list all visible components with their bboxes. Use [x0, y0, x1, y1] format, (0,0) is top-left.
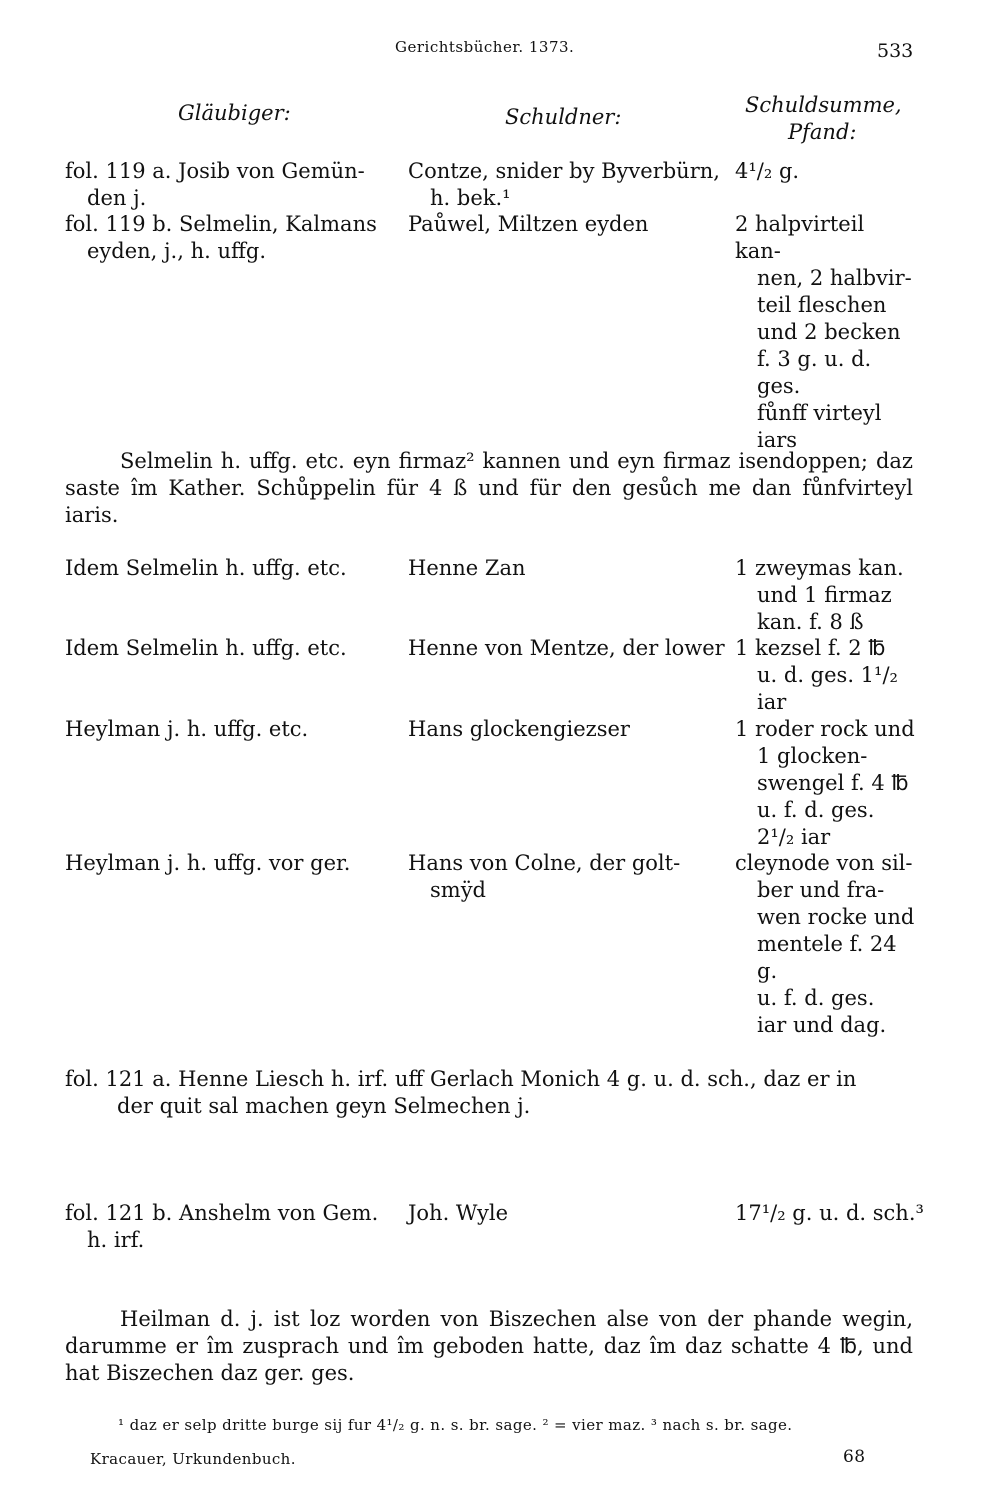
entry-5-amount-line5: 2¹/₂ iar — [757, 825, 831, 849]
entry-3-creditor-line1: Idem Selmelin h. uffg. etc. — [65, 556, 347, 580]
entry-2-creditor-line2: eyden, j., h. uffg. — [87, 239, 267, 263]
entry-7-amount-line1: 17¹/₂ g. u. d. sch.³ — [735, 1201, 924, 1225]
footer-source: Kracauer, Urkundenbuch. — [90, 1450, 296, 1468]
paragraph-heilman: Heilman d. j. ist loz worden von Biszechen alse von der phande wegin, darumme er îm zusprach und îm geboden hatte, daz îm daz schatte 4 ℔, und hat Biszechen daz ger. ges. — [65, 1307, 913, 1385]
entry-1-debtor — [408, 158, 728, 212]
entry-5-amount-line3: swengel f. 4 ℔ — [757, 771, 909, 795]
entry-5-amount-line1: 1 roder rock und — [735, 717, 915, 741]
entry-4-debtor-line1: Henne von Mentze, der lower — [408, 636, 725, 660]
entry-6-amount-line6: iar und dag. — [757, 1013, 887, 1037]
entry-5-amount — [735, 716, 915, 851]
footer-signature: 68 — [843, 1447, 866, 1467]
entry-5-debtor-line1: Hans glockengiezser — [408, 717, 630, 741]
entry-4-amount-line2: u. d. ges. 1¹/₂ — [757, 663, 898, 687]
paragraph-fol-121a-line1: fol. 121 a. Henne Liesch h. irf. uff Gerlach Monich 4 g. u. d. sch., daz er in — [65, 1067, 857, 1091]
column-heading-schuldner: Schuldner: — [505, 105, 622, 129]
entry-6-amount — [735, 850, 915, 1039]
entry-7-debtor — [408, 1200, 728, 1227]
entry-6-amount-line3: wen rocke und — [757, 905, 915, 929]
entry-3-creditor — [65, 555, 395, 582]
entry-3-amount-line2: und 1 firmaz — [757, 583, 892, 607]
entry-4-debtor — [408, 635, 728, 662]
entry-6-debtor-line1: Hans von Colne, der golt- — [408, 851, 681, 875]
entry-2-amount-line6: fůnff virteyl — [757, 401, 882, 425]
entry-3-debtor — [408, 555, 728, 582]
entry-4-amount-line1: 1 kezsel f. 2 ℔ — [735, 636, 886, 660]
entry-2-amount-line2: nen, 2 halbvir- — [757, 266, 912, 290]
entry-2-amount — [735, 211, 915, 454]
entry-7-creditor-line2: h. irf. — [87, 1228, 145, 1252]
entry-5-amount-line2: 1 glocken- — [757, 744, 868, 768]
entry-3-amount-line3: kan. f. 8 ß — [757, 610, 864, 634]
entry-7-creditor — [65, 1200, 395, 1254]
column-heading-pfand: Pfand: — [788, 120, 857, 144]
paragraph-fol-121a-line2: der quit sal machen geyn Selmechen j. — [117, 1094, 531, 1118]
entry-6-amount-line1: cleynode von sil- — [735, 851, 913, 875]
entry-6-creditor — [65, 850, 395, 877]
entry-1-creditor-line1: fol. 119 a. Josib von Gemün- — [65, 159, 365, 183]
entry-6-debtor — [408, 850, 728, 904]
entry-4-creditor — [65, 635, 395, 662]
paragraph-fol-121a — [65, 1066, 913, 1120]
column-heading-schuldsumme: Schuldsumme, — [745, 93, 902, 117]
entry-2-creditor-line1: fol. 119 b. Selmelin, Kalmans — [65, 212, 377, 236]
paragraph-selmelin: Selmelin h. uffg. etc. eyn firmaz² kannen und eyn firmaz isendoppen; daz saste îm Kather. Schůppelin für 4 ß und für den gesůch me dan fůnfvirteyl iaris. — [65, 449, 913, 527]
entry-6-amount-line4: mentele f. 24 g. — [757, 932, 897, 983]
entry-2-amount-line7: iars — [757, 428, 798, 452]
entry-2-amount-line1: 2 halpvirteil kan- — [735, 212, 865, 263]
column-heading-glaeubiger: Gläubiger: — [178, 101, 291, 125]
entry-7-debtor-line1: Joh. Wyle — [408, 1201, 509, 1225]
entry-2-amount-line4: und 2 becken — [757, 320, 901, 344]
entry-5-creditor-line1: Heylman j. h. uffg. etc. — [65, 717, 309, 741]
entry-1-debtor-line1: Contze, snider by Byverbürn, — [408, 159, 720, 183]
entry-3-debtor-line1: Henne Zan — [408, 556, 526, 580]
entry-6-debtor-line2: smÿd — [430, 878, 486, 902]
entry-2-creditor — [65, 211, 395, 265]
entry-5-amount-line4: u. f. d. ges. — [757, 798, 875, 822]
entry-4-amount-line3: iar — [757, 690, 787, 714]
running-title: Gerichtsbücher. 1373. — [395, 38, 575, 56]
entry-1-creditor — [65, 158, 395, 212]
entry-5-debtor — [408, 716, 728, 743]
entry-3-amount-line1: 1 zweymas kan. — [735, 556, 904, 580]
entry-3-amount — [735, 555, 915, 636]
entry-7-amount — [735, 1200, 925, 1227]
page-number: 533 — [877, 40, 914, 62]
entry-4-amount — [735, 635, 915, 716]
entry-6-amount-line5: u. f. d. ges. — [757, 986, 875, 1010]
entry-1-amount — [735, 158, 915, 185]
entry-5-creditor — [65, 716, 395, 743]
entry-6-creditor-line1: Heylman j. h. uffg. vor ger. — [65, 851, 351, 875]
entry-4-creditor-line1: Idem Selmelin h. uffg. etc. — [65, 636, 347, 660]
entry-2-amount-line3: teil fleschen — [757, 293, 887, 317]
entry-1-amount-line1: 4¹/₂ g. — [735, 159, 800, 183]
entry-1-debtor-line2: h. bek.¹ — [430, 186, 511, 210]
entry-1-creditor-line2: den j. — [87, 186, 147, 210]
entry-2-debtor — [408, 211, 728, 238]
entry-6-amount-line2: ber und fra- — [757, 878, 885, 902]
entry-7-creditor-line1: fol. 121 b. Anshelm von Gem. — [65, 1201, 379, 1225]
footnotes: ¹ daz er selp dritte burge sij fur 4¹/₂ g. n. s. br. sage. ² = vier maz. ³ nach s. br. sage. — [118, 1416, 793, 1434]
entry-2-debtor-line1: Paůwel, Miltzen eyden — [408, 212, 649, 236]
entry-2-amount-line5: f. 3 g. u. d. ges. — [757, 347, 872, 398]
